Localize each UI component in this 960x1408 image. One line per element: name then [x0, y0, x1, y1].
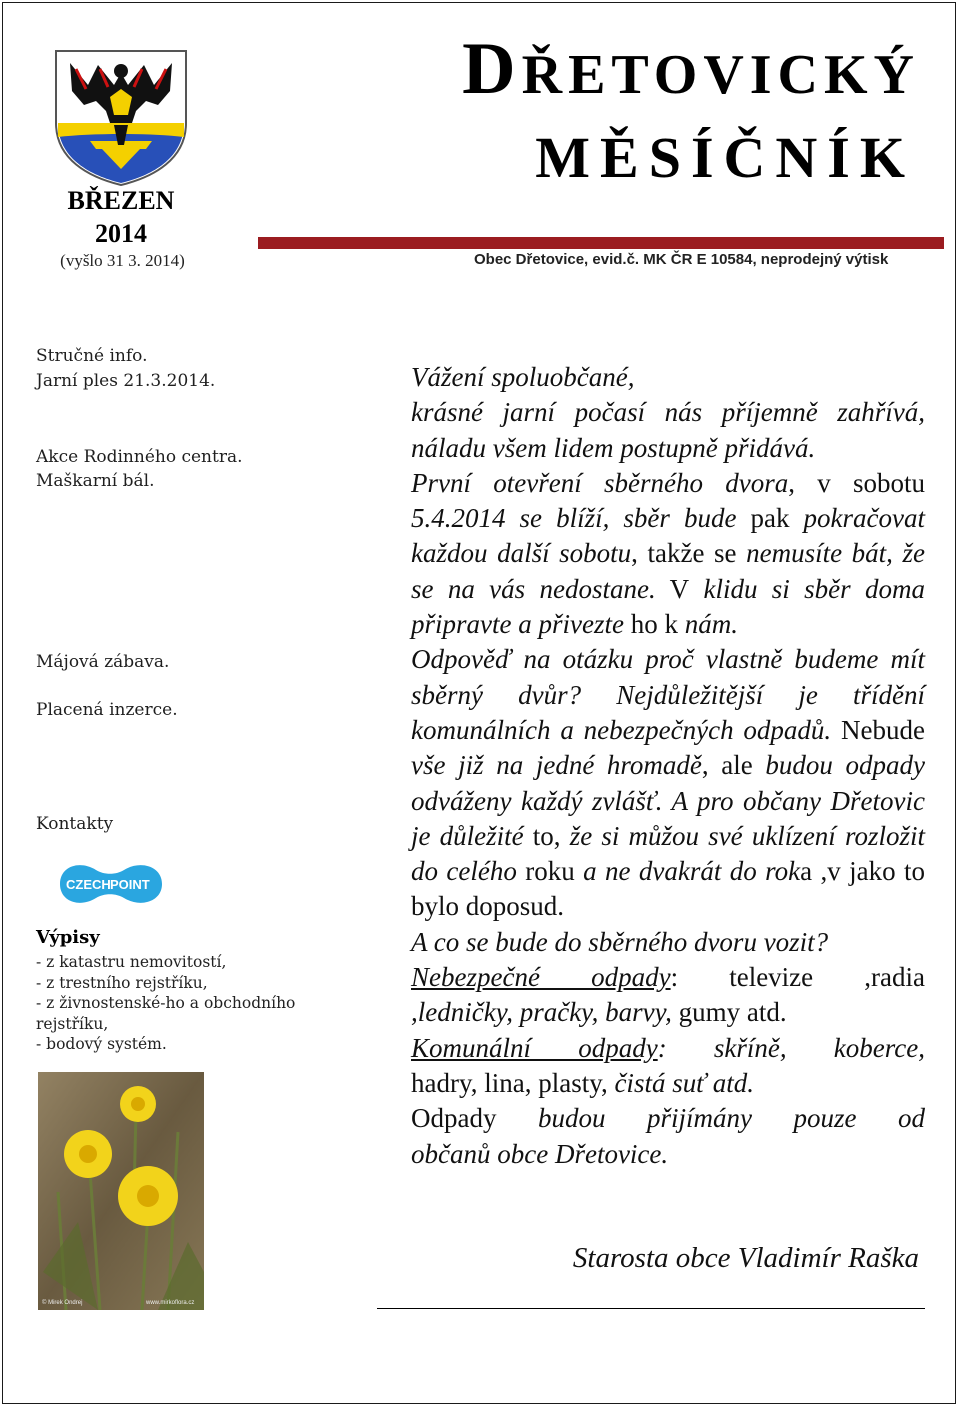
- article-paragraph: krásné jarní počasí nás příjemně zahřívá, náladu všem lidem postupně přidává.: [411, 397, 925, 463]
- list-item: - z trestního rejstříku,: [36, 973, 208, 992]
- coltsfoot-flower-photo: [38, 1072, 204, 1310]
- masthead-title-line1: [380, 26, 920, 118]
- hazardous-waste-line-2: ,ledničky, pračky, barvy, gumy atd.: [411, 997, 787, 1028]
- sidebar-item: Placená inzerce.: [36, 700, 178, 720]
- article-paragraph: Odpověď na otázku proč vlastně budeme mít sběrný dvůr? Nejdůležitější je třídění komunálních a nebezpečných odpadů. Nebude vše již na jedné hromadě, ale budou odpady odváženy každý zvlášť. A pro občany Dřetovic je důležité to, že si můžou své uklízení rozložit do celého roku a ne dvakrát do roka ,v jako to bylo doposud.: [411, 644, 926, 922]
- logo-text-czech: CZECH: [66, 877, 111, 892]
- sidebar-item: Maškarní bál.: [36, 471, 155, 491]
- vypisy-heading: Výpisy: [36, 927, 100, 948]
- article-paragraph: První otevření sběrného dvora, v sobotu 5.4.2014 se blíží, sběr bude pak pokračovat každou další sobotu, takže se nemusíte bát, že se na vás nedostane. V klidu si sběr doma připravte a přivezte ho k nám.: [411, 467, 926, 640]
- article-question: A co se bude do sběrného dvoru vozit?: [411, 926, 829, 957]
- list-item: - z katastru nemovitostí,: [36, 953, 227, 971]
- logo-text-point: POINT: [110, 877, 150, 892]
- list-item: - bodový systém.: [36, 1035, 167, 1053]
- bottom-rule: [377, 1308, 925, 1309]
- sidebar-item: Kontakty: [36, 814, 114, 834]
- title-rest: ŘETOVICKÝ: [521, 44, 920, 106]
- sidebar-item: Akce Rodinného centra.: [36, 447, 243, 467]
- list-item: - z živnostenské-ho a obchodního rejstříku,: [36, 994, 296, 1033]
- masthead-rule: [258, 237, 944, 249]
- signature: Starosta obce Vladimír Raška: [572, 1242, 919, 1274]
- final-line-2: občanů obce Dřetovice.: [411, 1138, 669, 1169]
- photo-credit-left: © Mirek Ondrej: [42, 1300, 83, 1306]
- issue-year: 2014: [95, 219, 147, 248]
- communal-waste-line-2: hadry, lina, plasty, čistá suť atd.: [411, 1067, 755, 1098]
- sidebar-item: Stručné info.: [36, 346, 148, 366]
- hazardous-waste-line: Nebezpečné odpady: televize ,radia: [411, 962, 925, 993]
- czechpoint-logo-icon: [50, 856, 170, 912]
- vypisy-list: [36, 952, 316, 1055]
- coat-of-arms-icon: [50, 45, 192, 187]
- communal-waste-line: Komunální odpady: skříně, koberce,: [411, 1032, 925, 1063]
- article-body: [411, 360, 925, 1172]
- greeting: Vážení spoluobčané,: [411, 362, 635, 392]
- title-initial: D: [462, 28, 522, 110]
- sidebar-item: Jarní ples 21.3.2014.: [36, 371, 216, 391]
- photo-credit-right: www.mirkoflora.cz: [146, 1300, 195, 1306]
- issue-date: (vyšlo 31 3. 2014): [60, 251, 185, 270]
- masthead-title-line2: MĚSÍČNÍK: [535, 125, 915, 190]
- issue-month: BŘEZEN: [67, 186, 175, 215]
- final-line: Odpady budou přijímány pouze od: [411, 1103, 925, 1134]
- imprint: Obec Dřetovice, evid.č. MK ČR E 10584, neprodejný výtisk: [474, 251, 889, 268]
- sidebar-item: Májová zábava.: [36, 652, 170, 672]
